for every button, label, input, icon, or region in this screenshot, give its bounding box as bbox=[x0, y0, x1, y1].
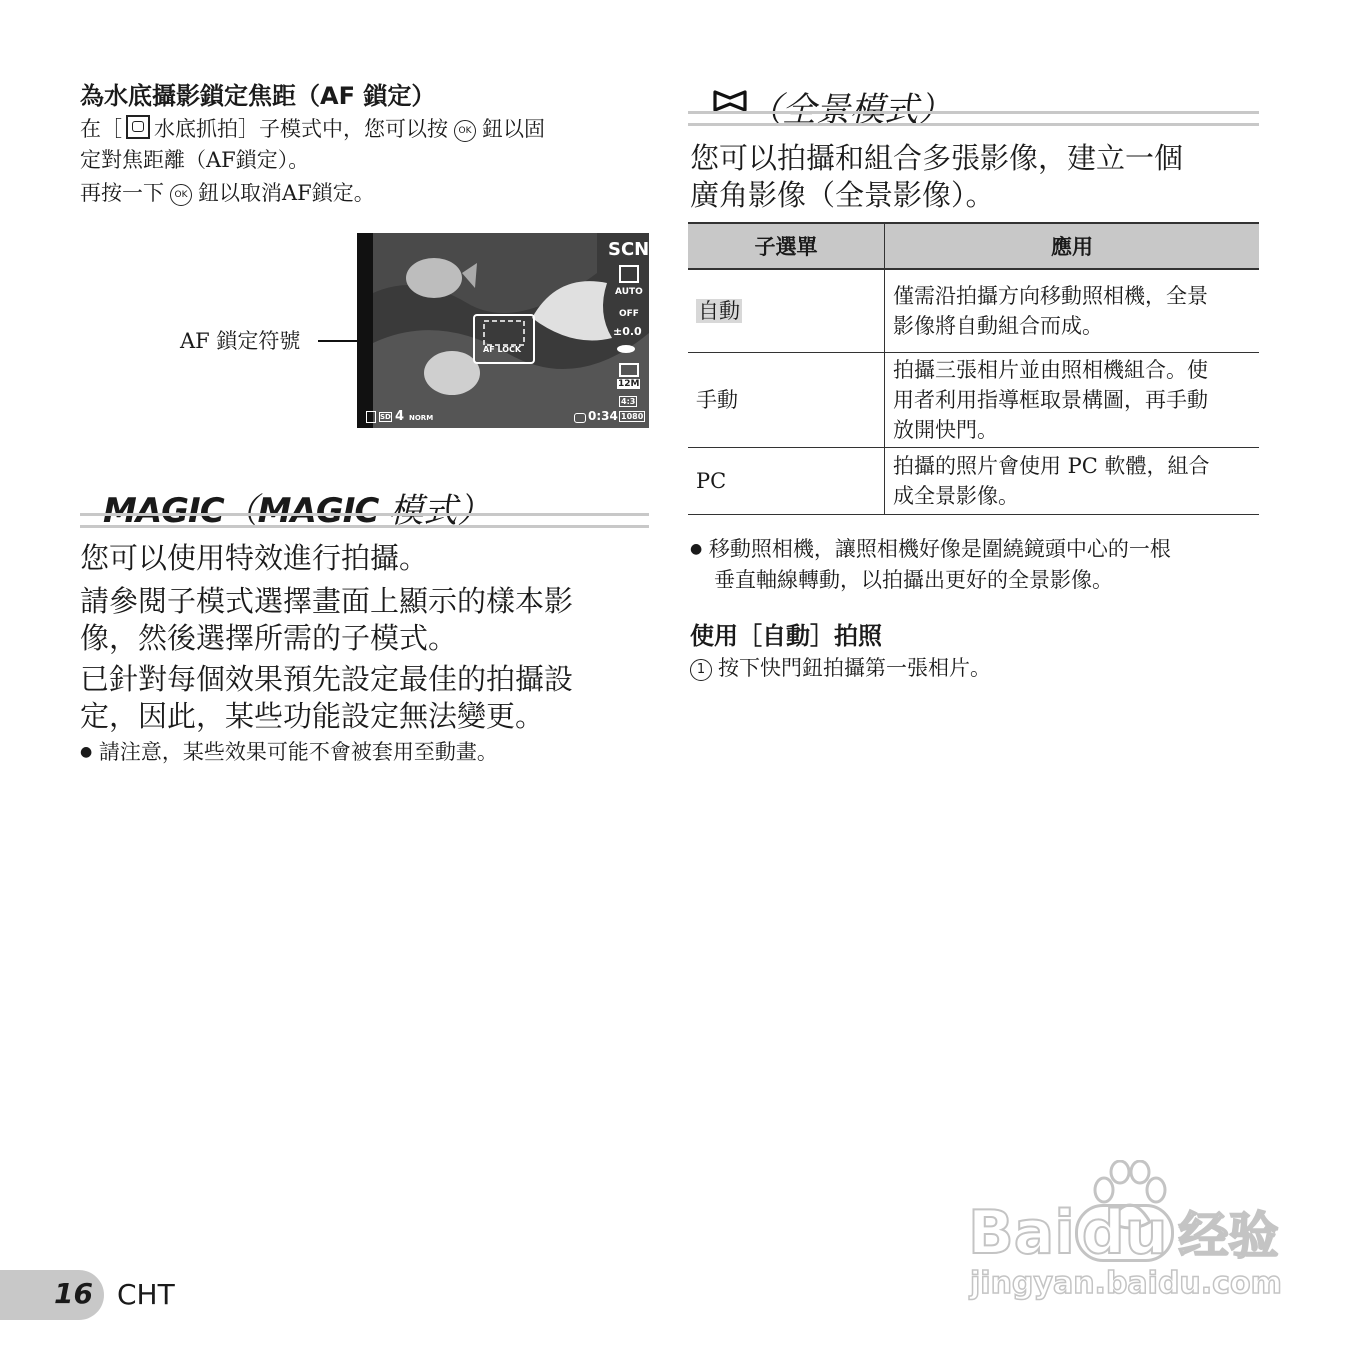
baidu-url: jingyan.baidu.com bbox=[970, 1266, 1282, 1301]
self-timer-off-icon: OFF bbox=[619, 309, 639, 319]
movie-recording-time: 0:34 bbox=[588, 409, 618, 423]
magic-line-1: 您可以使用特效進行拍攝。 bbox=[80, 541, 429, 575]
table-row bbox=[688, 447, 1259, 514]
bullet-icon: ● bbox=[690, 541, 703, 557]
table-header-submenu: 子選單 bbox=[688, 223, 885, 269]
underwater-photo bbox=[357, 233, 649, 428]
submenu-manual-description: 拍攝三張相片並由照相機組合。使 用者利用指導框取景構圖，再手動 放開快門。 bbox=[885, 352, 1260, 447]
memory-icon bbox=[366, 411, 376, 423]
magic-section-title: MAGIC（MAGIC 模式） bbox=[103, 491, 492, 531]
table-row bbox=[688, 352, 1259, 447]
baidu-logo: Bai du 经验 bbox=[968, 1198, 1279, 1268]
bullet-icon: ● bbox=[80, 744, 93, 760]
af-lock-paragraph-1: 在［ 水底抓拍］子模式中，您可以按 OK 鈕以固 定對焦距離（AF鎖定）。 bbox=[80, 117, 545, 172]
flash-auto-icon: AUTO bbox=[615, 287, 643, 297]
table-row bbox=[688, 269, 1259, 352]
submenu-auto: 自動 bbox=[688, 269, 885, 352]
table-header-application: 應用 bbox=[885, 223, 1260, 269]
underwater-mode-icon bbox=[619, 265, 639, 283]
magic-line-2: 請參閱子模式選擇畫面上顯示的樣本影 像，然後選擇所需的子模式。 bbox=[80, 584, 574, 655]
magic-note: ● 請注意，某些效果可能不會被套用至動畫。 bbox=[80, 740, 498, 764]
ok-button-icon: OK bbox=[170, 184, 192, 206]
scene-mode-indicator: SCN bbox=[608, 239, 649, 260]
submenu-pc: PC bbox=[688, 447, 885, 514]
underwater-snapshot-icon bbox=[126, 115, 150, 139]
camera-lcd-screenshot bbox=[357, 233, 649, 428]
magic-section-rule bbox=[80, 513, 649, 528]
exposure-compensation: ±0.0 bbox=[613, 325, 642, 338]
page-number: 16 bbox=[54, 1277, 93, 1310]
submenu-manual: 手動 bbox=[688, 352, 885, 447]
panorama-submenu-table bbox=[688, 222, 1259, 515]
panorama-note: ● 移動照相機，讓照相機好像是圍繞鏡頭中心的一根 垂直軸線轉動，以拍攝出更好的全景影像。 bbox=[690, 537, 1171, 592]
magic-line-3: 已針對每個效果預先設定最佳的拍攝設 定，因此，某些功能設定無法變更。 bbox=[80, 662, 574, 733]
panorama-section-rule bbox=[688, 111, 1259, 126]
ok-button-icon: OK bbox=[454, 120, 476, 142]
compression-indicator: NORM bbox=[409, 414, 434, 422]
af-lock-symbol: AF LOCK bbox=[483, 345, 522, 354]
submenu-pc-description: 拍攝的照片會使用 PC 軟體，組合 成全景影像。 bbox=[885, 447, 1260, 514]
language-label: CHT bbox=[117, 1278, 175, 1311]
step-number-icon: 1 bbox=[690, 659, 712, 681]
shots-remaining: 4 bbox=[395, 409, 405, 424]
af-lock-callout-label: AF 鎖定符號 bbox=[180, 329, 301, 353]
aspect-ratio-indicator: 4:3 bbox=[621, 397, 636, 406]
fish-icon bbox=[617, 345, 635, 353]
panorama-intro: 您可以拍攝和組合多張影像，建立一個 廣角影像（全景影像）。 bbox=[690, 141, 1184, 212]
drive-mode-icon bbox=[619, 363, 639, 377]
af-lock-heading: 為水底攝影鎖定焦距（AF 鎖定） bbox=[80, 82, 436, 110]
sd-card-icon: SD bbox=[380, 413, 391, 421]
auto-step-1: 1 按下快門鈕拍攝第一張相片。 bbox=[690, 653, 991, 684]
af-lock-paragraph-2: 再按一下 OK 鈕以取消AF鎖定。 bbox=[80, 181, 375, 205]
image-size-indicator: 12M bbox=[618, 379, 640, 389]
auto-shooting-heading: 使用［自動］拍照 bbox=[690, 622, 882, 650]
movie-icon bbox=[574, 413, 586, 423]
panorama-section-title: （全景模式） bbox=[748, 90, 952, 130]
submenu-auto-description: 僅需沿拍攝方向移動照相機，全景 影像將自動組合而成。 bbox=[885, 269, 1260, 352]
movie-resolution: 1080 bbox=[621, 412, 644, 421]
